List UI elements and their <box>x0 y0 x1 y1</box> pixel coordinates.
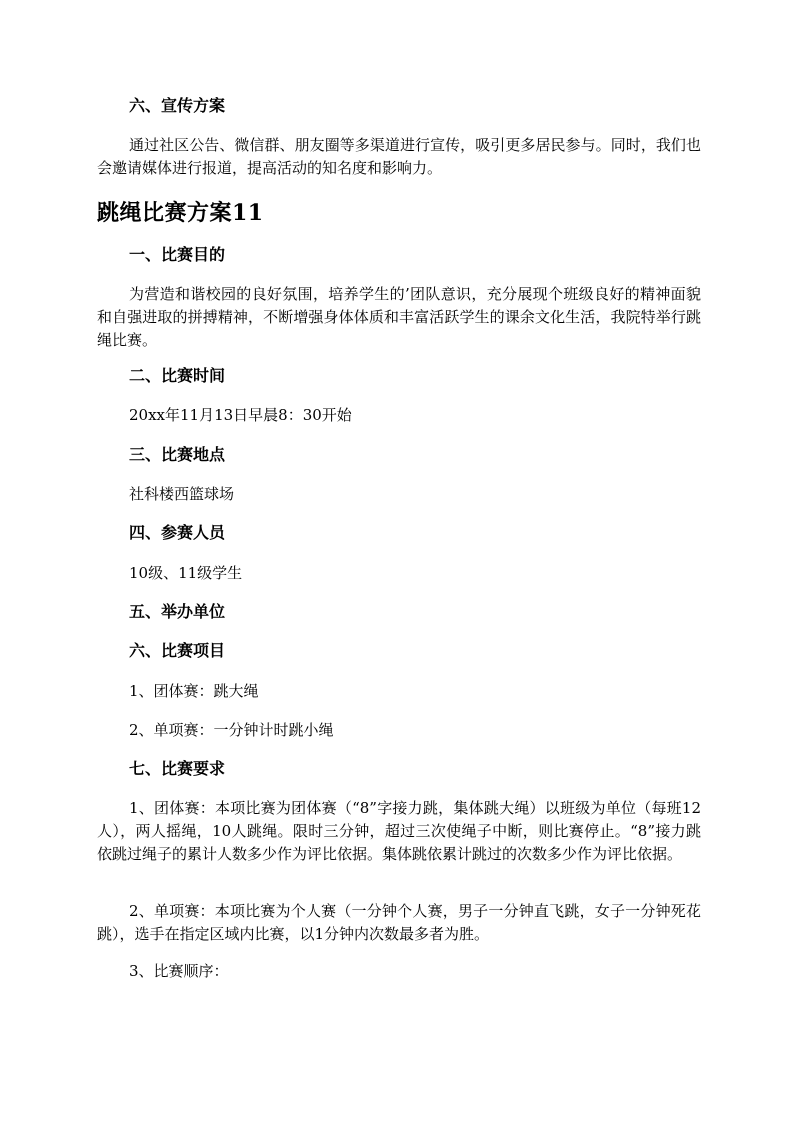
document-title: 跳绳比赛方案11 <box>97 200 264 226</box>
section-heading-organizer: 五、举办单位 <box>129 602 226 621</box>
rule-paragraph-order: 3、比赛顺序： <box>129 962 229 980</box>
place-text: 社科楼西篮球场 <box>129 485 235 503</box>
rule-paragraph-team: 1、团体赛：本项比赛为团体赛（“8”字接力跳，集体跳大绳）以班级为单位（每班12人），两人摇绳，10人跳绳。限时三分钟，超过三次使绳子中断，则比赛停止。“8”接力跳依跳过绳子的累计人数多少作为评比依据。集体跳依累计跳过的次数多少作为评比依据。 <box>97 799 701 863</box>
event-item-team: 1、团体赛：跳大绳 <box>129 682 259 700</box>
time-text: 20xx年11月13日早晨8：30开始 <box>129 406 352 424</box>
section-heading-time: 二、比赛时间 <box>129 366 226 385</box>
publicity-paragraph: 通过社区公告、微信群、朋友圈等多渠道进行宣传，吸引更多居民参与。同时，我们也会邀请媒体进行报道，提高活动的知名度和影响力。 <box>97 136 701 177</box>
section-heading-purpose: 一、比赛目的 <box>129 245 226 264</box>
participants-text: 10级、11级学生 <box>129 564 243 582</box>
section-heading-events: 六、比赛项目 <box>129 641 226 660</box>
purpose-paragraph: 为营造和谐校园的良好氛围，培养学生的’团队意识，充分展现个班级良好的精神面貌和自强进取的拼搏精神，不断增强身体体质和丰富活跃学生的课余文化生活，我院特举行跳绳比赛。 <box>97 285 701 349</box>
section-heading-participants: 四、参赛人员 <box>129 523 226 542</box>
section-heading-publicity: 六、宣传方案 <box>129 96 226 115</box>
event-item-individual: 2、单项赛：一分钟计时跳小绳 <box>129 721 334 739</box>
section-heading-place: 三、比赛地点 <box>129 445 226 464</box>
section-heading-rules: 七、比赛要求 <box>129 759 226 778</box>
rule-paragraph-individual: 2、单项赛：本项比赛为个人赛（一分钟个人赛，男子一分钟直飞跳，女子一分钟死花跳），选手在指定区域内比赛，以1分钟内次数最多者为胜。 <box>97 902 701 943</box>
